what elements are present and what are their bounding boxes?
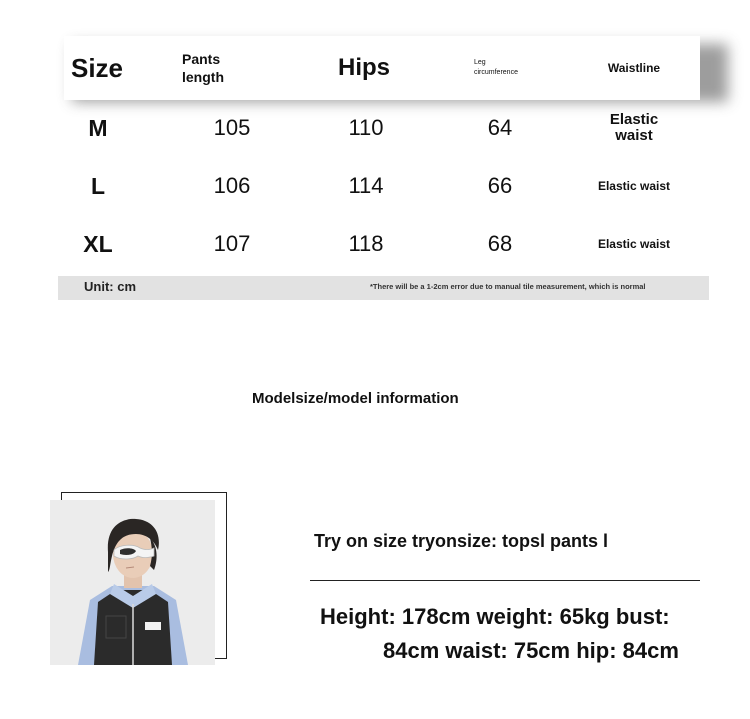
size-table-header	[64, 36, 700, 100]
unit-bar	[58, 276, 709, 300]
cell-hips: 114	[348, 173, 384, 198]
model-photo	[50, 500, 215, 665]
table-row	[64, 161, 700, 211]
cell-size: XL	[83, 230, 113, 257]
cell-leg: 66	[487, 173, 513, 198]
cell-waistline: Elastic waist	[597, 237, 671, 251]
model-info-title: Modelsize/model information	[252, 390, 459, 407]
header-hips: Hips	[337, 54, 390, 81]
measurement-note: *There will be a 1-2cm error due to manual tile measurement, which is normal	[370, 282, 646, 291]
cell-size: M	[88, 114, 108, 141]
header-size: Size	[70, 52, 124, 83]
header-leg-circumference	[474, 36, 554, 100]
divider	[310, 580, 700, 581]
header-leg-line1: Leg	[474, 59, 486, 66]
model-measurements-line1: Height: 178cm weight: 65kg bust:	[320, 604, 670, 629]
header-pants-length	[182, 36, 278, 100]
cell-leg: 68	[487, 231, 513, 256]
cell-pants-length: 107	[213, 231, 251, 256]
cell-waist-line1: Elastic	[609, 111, 659, 128]
header-pants-line2: length	[182, 69, 224, 85]
header-waistline: Waistline	[607, 61, 661, 75]
model-illustration-icon	[50, 500, 215, 665]
cell-waistline	[584, 103, 684, 153]
cell-leg: 64	[487, 115, 513, 140]
model-measurements-line2: 84cm waist: 75cm hip: 84cm	[383, 638, 679, 663]
cell-size: L	[90, 172, 106, 199]
cell-waist-line2: waist	[615, 127, 653, 144]
table-row	[64, 103, 700, 153]
tryon-size-text: Try on size tryonsize: topsl pants l	[314, 531, 609, 551]
cell-pants-length: 106	[213, 173, 251, 198]
header-pants-line1: Pants	[182, 51, 221, 67]
cell-pants-length: 105	[213, 115, 251, 140]
cell-waistline: Elastic waist	[597, 179, 671, 193]
unit-label: Unit: cm	[84, 279, 136, 294]
header-leg-line2: circumference	[474, 69, 518, 76]
cell-hips: 118	[348, 231, 384, 256]
table-row	[64, 219, 700, 269]
cell-hips: 110	[348, 115, 384, 140]
